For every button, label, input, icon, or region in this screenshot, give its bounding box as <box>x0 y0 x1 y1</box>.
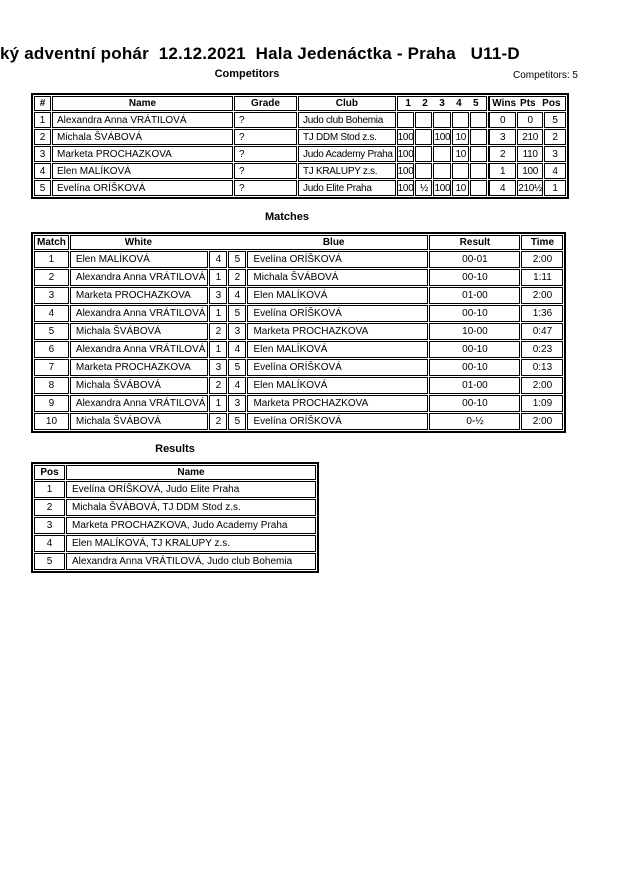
table-cell: 3 <box>34 146 51 162</box>
table-cell: 4 <box>228 287 246 304</box>
table-row <box>34 251 563 268</box>
table-cell: 1 <box>34 251 69 268</box>
table-cell: Elen MALÍKOVÁ, TJ KRALUPY z.s. <box>66 535 316 552</box>
table-cell: Michala ŠVÁBOVÁ <box>52 129 233 145</box>
table-row <box>34 377 563 394</box>
results-table <box>31 462 319 573</box>
table-cell: Evelína ORÍŠKOVÁ <box>52 180 233 196</box>
table-cell: 0:13 <box>521 359 563 376</box>
table-cell: 00-10 <box>429 269 520 286</box>
results-section-title: Results <box>155 443 195 455</box>
table-row <box>34 180 566 196</box>
table-cell: 00-10 <box>429 305 520 322</box>
table-row <box>34 359 563 376</box>
table-cell: 00-10 <box>429 395 520 412</box>
table-cell <box>470 146 487 162</box>
table-row <box>34 481 316 498</box>
table-cell: 8 <box>34 377 69 394</box>
round-columns-header <box>397 96 488 111</box>
table-cell: Michala ŠVÁBOVÁ <box>70 413 209 430</box>
table-cell: 3 <box>488 129 516 145</box>
table-cell <box>415 146 432 162</box>
table-cell: 1 <box>34 481 65 498</box>
table-cell: Marketa PROCHAZKOVA <box>247 323 428 340</box>
table-cell: 2 <box>488 146 516 162</box>
table-cell: ? <box>234 180 297 196</box>
column-header: Grade <box>234 96 297 111</box>
table-cell: 4 <box>209 251 227 268</box>
table-row <box>34 163 566 179</box>
table-cell: 1 <box>209 305 227 322</box>
table-cell: 110 <box>517 146 543 162</box>
table-cell: 3 <box>209 287 227 304</box>
table-cell: Evelína ORÍŠKOVÁ, Judo Elite Praha <box>66 481 316 498</box>
table-cell: 10 <box>452 146 469 162</box>
matches-section-title: Matches <box>264 211 310 223</box>
table-row <box>34 535 316 552</box>
table-cell: 100 <box>433 180 451 196</box>
column-header: Time <box>521 235 563 250</box>
table-cell: 1 <box>209 341 227 358</box>
table-cell: 100 <box>397 163 415 179</box>
column-header: 5 <box>473 98 479 109</box>
column-header: Blue <box>322 237 345 248</box>
table-row <box>34 305 563 322</box>
table-cell: 5 <box>34 323 69 340</box>
table-cell: Alexandra Anna VRÁTILOVÁ, Judo club Bohemia <box>66 553 316 570</box>
column-header: # <box>34 96 51 111</box>
table-row <box>34 146 566 162</box>
table-cell: 4 <box>34 163 51 179</box>
table-cell: ½ <box>415 180 432 196</box>
table-cell: ? <box>234 112 297 128</box>
table-cell: 3 <box>34 287 69 304</box>
table-cell: 3 <box>209 359 227 376</box>
table-cell: 5 <box>34 180 51 196</box>
table-cell <box>470 129 487 145</box>
table-cell: Michala ŠVÁBOVÁ <box>247 269 428 286</box>
table-cell: 210 <box>517 129 543 145</box>
table-cell: 0 <box>488 112 516 128</box>
table-cell: Judo club Bohemia <box>298 112 396 128</box>
table-cell: 3 <box>228 395 246 412</box>
table-cell: 00-01 <box>429 251 520 268</box>
column-header: White <box>124 237 153 248</box>
table-row <box>34 129 566 145</box>
table-cell: 2 <box>34 129 51 145</box>
table-cell: 5 <box>228 359 246 376</box>
table-cell: 1 <box>209 395 227 412</box>
table-cell <box>415 163 432 179</box>
table-cell: 01-00 <box>429 287 520 304</box>
table-row <box>34 287 563 304</box>
table-cell: Judo Elite Praha <box>298 180 396 196</box>
table-cell <box>415 112 432 128</box>
table-cell <box>433 146 451 162</box>
table-cell: 4 <box>228 341 246 358</box>
column-header: Pos <box>34 465 65 480</box>
table-cell: ? <box>234 163 297 179</box>
white-blue-header <box>70 235 429 250</box>
table-cell: 100 <box>397 180 415 196</box>
table-cell: 5 <box>228 305 246 322</box>
table-cell: 2 <box>228 269 246 286</box>
table-row <box>34 269 563 286</box>
table-cell: 1 <box>544 180 566 196</box>
table-cell: 100 <box>397 129 415 145</box>
table-cell: Michala ŠVÁBOVÁ, TJ DDM Stod z.s. <box>66 499 316 516</box>
table-cell: Alexandra Anna VRÁTILOVÁ <box>70 395 209 412</box>
table-row <box>34 553 316 570</box>
table-cell: 2 <box>544 129 566 145</box>
competitors-count: Competitors: 5 <box>512 70 578 81</box>
table-cell: Evelína ORÍŠKOVÁ <box>247 305 428 322</box>
table-cell: 5 <box>544 112 566 128</box>
table-cell: TJ DDM Stod z.s. <box>298 129 396 145</box>
table-cell: Marketa PROCHAZKOVA <box>52 146 233 162</box>
column-header: Result <box>429 235 520 250</box>
table-row <box>34 517 316 534</box>
table-cell: Michala ŠVÁBOVÁ <box>70 323 209 340</box>
table-cell <box>470 163 487 179</box>
table-cell: 1 <box>488 163 516 179</box>
table-cell: ? <box>234 146 297 162</box>
table-cell: ? <box>234 129 297 145</box>
table-cell: Elen MALÍKOVÁ <box>247 377 428 394</box>
table-row <box>34 112 566 128</box>
table-cell: Evelína ORÍŠKOVÁ <box>247 359 428 376</box>
table-cell: Marketa PROCHAZKOVA <box>70 287 209 304</box>
table-cell <box>415 129 432 145</box>
table-cell: 10 <box>34 413 69 430</box>
column-header: Pos <box>542 98 561 109</box>
table-cell: 100 <box>433 129 451 145</box>
table-cell: 0 <box>517 112 543 128</box>
table-cell: Alexandra Anna VRÁTILOVÁ <box>70 341 209 358</box>
table-cell: 00-10 <box>429 359 520 376</box>
table-row <box>34 499 316 516</box>
table-cell: 10-00 <box>429 323 520 340</box>
table-cell: 3 <box>228 323 246 340</box>
table-row <box>34 341 563 358</box>
column-header: Name <box>52 96 233 111</box>
table-cell: 2 <box>34 269 69 286</box>
table-cell: Marketa PROCHAZKOVA <box>247 395 428 412</box>
table-cell <box>433 163 451 179</box>
table-cell: 1:11 <box>521 269 563 286</box>
table-cell: 5 <box>34 553 65 570</box>
table-cell <box>470 112 487 128</box>
table-cell: 01-00 <box>429 377 520 394</box>
column-header: 2 <box>422 98 428 109</box>
table-cell: Alexandra Anna VRÁTILOVÁ <box>70 269 209 286</box>
table-row <box>34 395 563 412</box>
table-cell: 9 <box>34 395 69 412</box>
table-cell: 4 <box>544 163 566 179</box>
table-cell: Elen MALÍKOVÁ <box>247 287 428 304</box>
competitors-header-row <box>34 96 566 111</box>
table-cell: 4 <box>488 180 516 196</box>
table-cell: 4 <box>34 305 69 322</box>
table-cell: 1:09 <box>521 395 563 412</box>
table-cell <box>433 112 451 128</box>
table-cell: 0:23 <box>521 341 563 358</box>
table-cell: 10 <box>452 180 469 196</box>
table-cell <box>470 180 487 196</box>
column-header: Wins <box>492 98 517 109</box>
page-title: ký adventní pohár 12.12.2021 Hala Jedenáctka - Praha U11-D <box>0 44 520 63</box>
table-cell: 2 <box>209 377 227 394</box>
results-header-row <box>34 465 316 480</box>
column-header: 1 <box>405 98 411 109</box>
table-cell: 2:00 <box>521 287 563 304</box>
table-cell: 100 <box>517 163 543 179</box>
table-cell: 7 <box>34 359 69 376</box>
table-cell: 00-10 <box>429 341 520 358</box>
matches-table <box>31 232 566 433</box>
table-cell: 0-½ <box>429 413 520 430</box>
table-cell: 5 <box>228 413 246 430</box>
table-cell: 1 <box>209 269 227 286</box>
column-header: 3 <box>439 98 445 109</box>
column-header: Match <box>34 235 69 250</box>
table-cell: TJ KRALUPY z.s. <box>298 163 396 179</box>
table-cell: 2 <box>34 499 65 516</box>
table-cell: 2:00 <box>521 251 563 268</box>
table-cell: 100 <box>397 146 415 162</box>
table-cell <box>452 112 469 128</box>
column-header: Club <box>298 96 396 111</box>
table-cell: Marketa PROCHAZKOVA, Judo Academy Praha <box>66 517 316 534</box>
matches-header-row <box>34 235 563 250</box>
table-cell: Evelína ORÍŠKOVÁ <box>247 251 428 268</box>
column-header: Pts <box>520 98 536 109</box>
table-cell: 6 <box>34 341 69 358</box>
table-cell <box>452 163 469 179</box>
column-header: 4 <box>456 98 462 109</box>
table-cell: 5 <box>228 251 246 268</box>
competitors-table <box>31 93 569 199</box>
table-cell: Elen MALÍKOVÁ <box>247 341 428 358</box>
table-cell: Michala ŠVÁBOVÁ <box>70 377 209 394</box>
table-cell: 4 <box>228 377 246 394</box>
table-cell: 3 <box>34 517 65 534</box>
table-cell: 1 <box>34 112 51 128</box>
table-cell: 2 <box>209 413 227 430</box>
table-cell: 1:36 <box>521 305 563 322</box>
table-cell <box>397 112 415 128</box>
table-cell: Elen MALÍKOVÁ <box>52 163 233 179</box>
totals-columns-header <box>488 96 566 111</box>
table-cell: 2 <box>209 323 227 340</box>
table-cell: 2:00 <box>521 413 563 430</box>
table-cell: Elen MALÍKOVÁ <box>70 251 209 268</box>
table-cell: 210½ <box>517 180 543 196</box>
table-cell: 10 <box>452 129 469 145</box>
table-cell: 4 <box>34 535 65 552</box>
table-cell: Judo Academy Praha <box>298 146 396 162</box>
table-cell: Alexandra Anna VRÁTILOVÁ <box>70 305 209 322</box>
table-cell: Marketa PROCHAZKOVA <box>70 359 209 376</box>
table-cell: Alexandra Anna VRÁTILOVÁ <box>52 112 233 128</box>
competitors-section-title: Competitors <box>214 68 280 80</box>
table-cell: Evelína ORÍŠKOVÁ <box>247 413 428 430</box>
column-header: Name <box>66 465 316 480</box>
table-cell: 0:47 <box>521 323 563 340</box>
table-row <box>34 413 563 430</box>
table-row <box>34 323 563 340</box>
table-cell: 2:00 <box>521 377 563 394</box>
table-cell: 3 <box>544 146 566 162</box>
